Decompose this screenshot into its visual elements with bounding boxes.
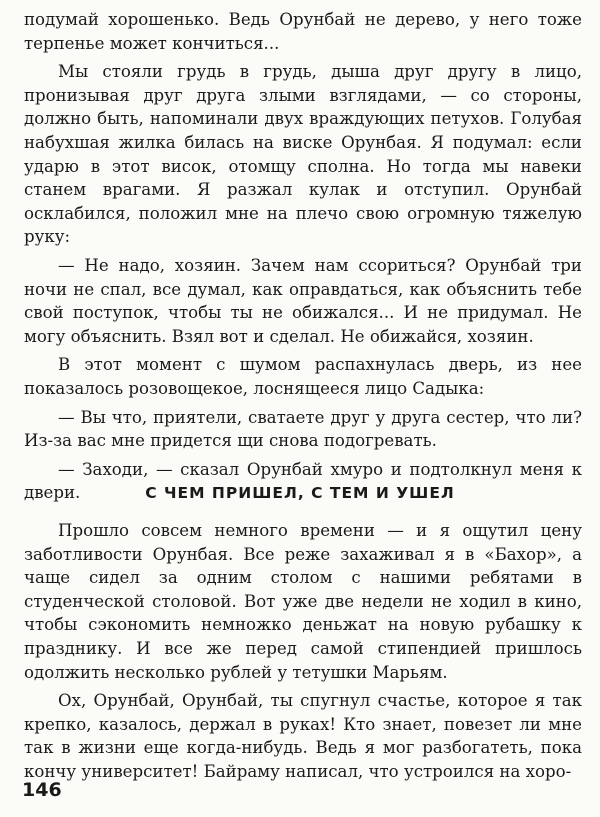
paragraph: Прошло совсем немного времени — и я ощутил цену заботливости Орунбая. Все реже захаживал я в «Бахор», а чаще сидел за одним столом с нашими ребятами в студенческой столовой. Вот уже две недели не ходил в кино, чтобы сэкономить немножко деньжат на новую рубашку к празднику. И все же перед самой стипендией пришлось одолжить несколько рублей у тетушки Марьям. — [24, 521, 582, 682]
paragraph: — Заходи, — сказал Орунбай хмуро и подтолкнул меня к двери. — [24, 459, 582, 503]
text-block-top — [24, 8, 582, 510]
chapter-heading: С ЧЕМ ПРИШЕЛ, С ТЕМ И УШЕЛ — [145, 484, 455, 502]
paragraph: — Вы что, приятели, сватаете друг у друга сестер, что ли? Из-за вас мне придется щи снова подогревать. — [24, 407, 582, 451]
paragraph: подумай хорошенько. Ведь Орунбай не дерево, у него тоже терпенье может кончиться... — [24, 10, 582, 53]
page-number: 146 — [22, 779, 62, 801]
text-block-bottom — [24, 519, 582, 789]
paragraph: Мы стояли грудь в грудь, дыша друг другу в лицо, пронизывая друг друга злыми взглядами, — со стороны, должно быть, напоминали двух враждующих петухов. Голубая набухшая жилка билась на виске Орунбая. Я подумал: если ударю в этот висок, отомщу сполна. Но тогда мы навеки станем врагами. Я разжал кулак и отступил. Орунбай осклабился, положил мне на плечо свою огромную тяжелую руку: — [24, 62, 582, 247]
paragraph: — Не надо, хозяин. Зачем нам ссориться? Орунбай три ночи не спал, все думал, как оправдаться, как объяснить тебе свой поступок, чтобы ты не обижался... И не придумал. Не могу объяснить. Взял вот и сделал. Не обижайся, хозяин. — [24, 255, 582, 346]
paragraph: Ох, Орунбай, Орунбай, ты спугнул счастье, которое я так крепко, казалось, держал в руках! Кто знает, повезет ли мне так в жизни еще когда-нибудь. Ведь я мог разбогатеть, пока кончу университет! Байраму написал, что устроился на хоро- — [24, 691, 582, 781]
paragraph: В этот момент с шумом распахнулась дверь, из нее показалось розовощекое, лоснящееся лицо Садыка: — [24, 355, 582, 398]
